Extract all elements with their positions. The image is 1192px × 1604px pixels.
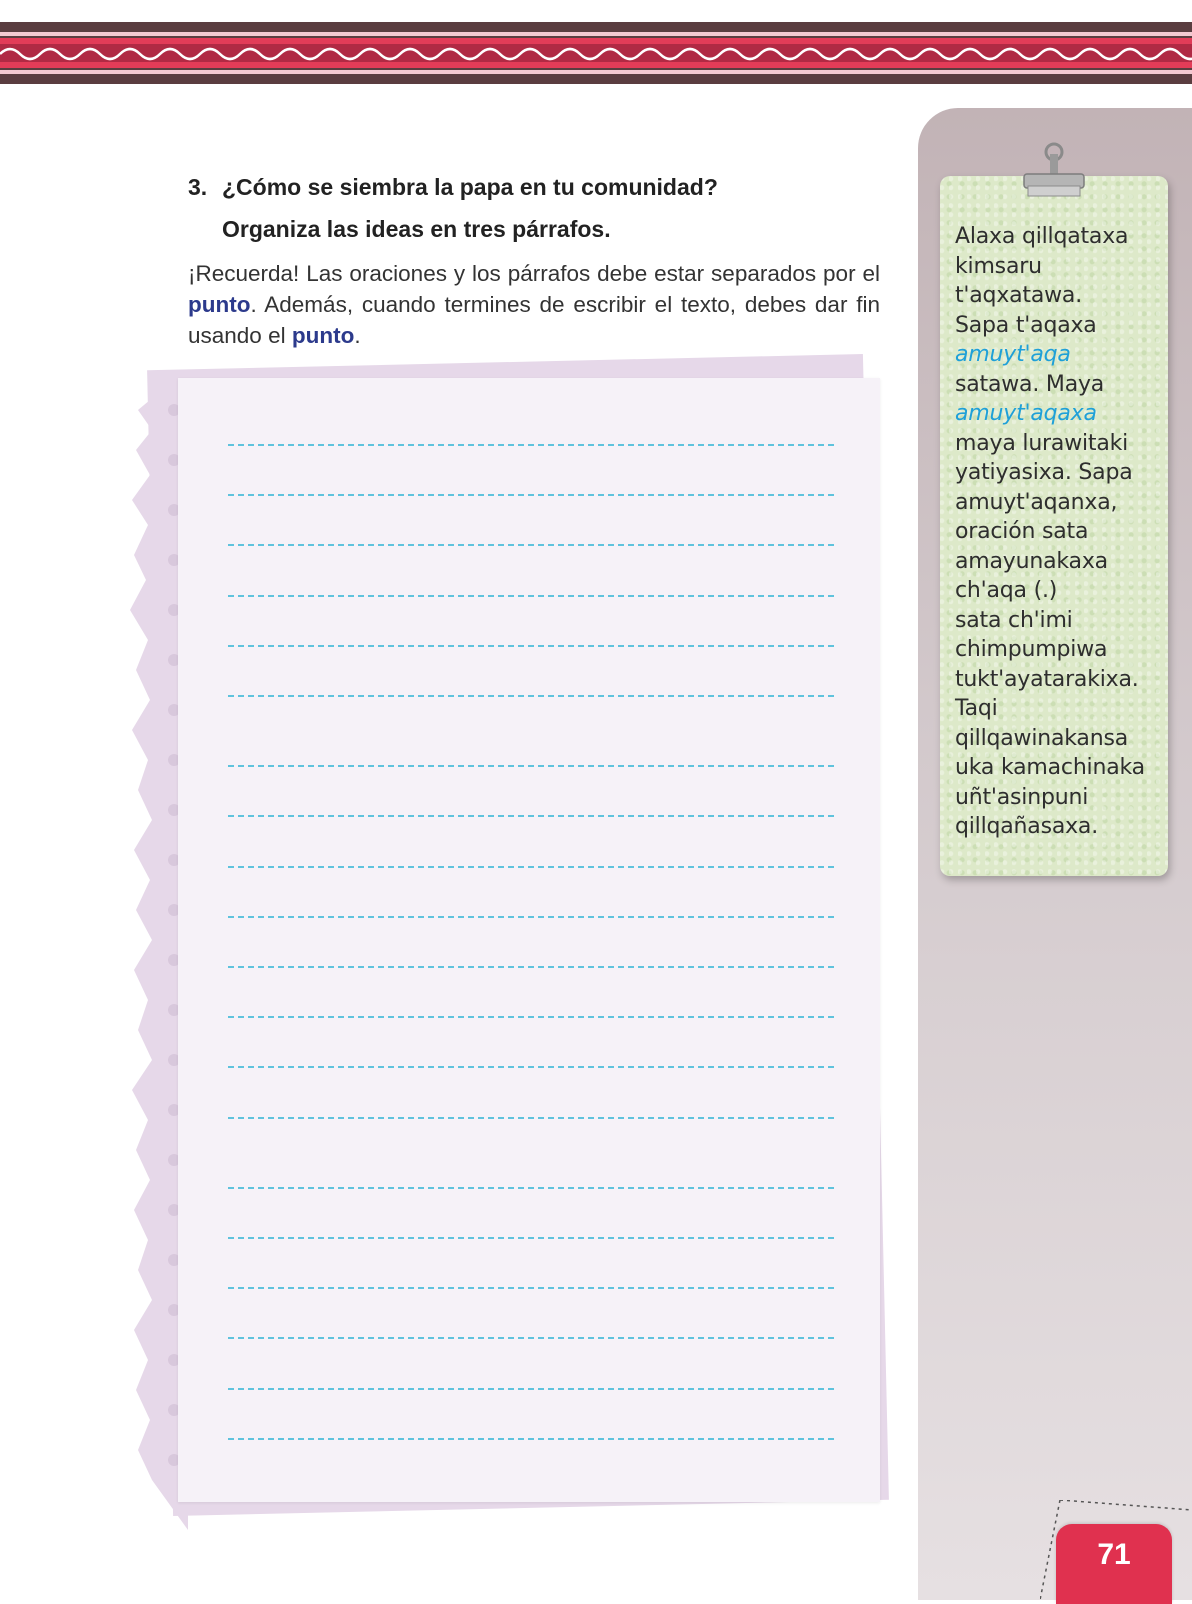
reminder-paragraph — [188, 258, 880, 351]
note-line: kimsaru — [955, 253, 1042, 279]
note-line: tukt'ayatarakixa. — [955, 666, 1139, 692]
writing-line[interactable] — [228, 494, 834, 496]
writing-line[interactable] — [228, 966, 834, 968]
reminder-keyword: punto — [188, 292, 251, 317]
writing-line[interactable] — [228, 1237, 834, 1239]
writing-line[interactable] — [228, 1337, 834, 1339]
writing-line[interactable] — [228, 1187, 834, 1189]
note-line: uñt'asinpuni — [955, 784, 1089, 810]
note-line: satawa. Maya — [955, 371, 1105, 397]
question-title — [188, 174, 878, 201]
note-line: yatiyasixa. Sapa — [955, 460, 1133, 485]
note-line: Taqi — [955, 696, 998, 721]
note-line: amayunakaxa — [955, 548, 1108, 574]
note-line: ch'aqa (.) — [955, 578, 1058, 603]
writing-line[interactable] — [228, 765, 834, 767]
writing-line[interactable] — [228, 1016, 834, 1018]
page-number: 71 — [1097, 1538, 1131, 1571]
writing-line[interactable] — [228, 695, 834, 697]
note-line: uka kamachinaka — [955, 755, 1145, 780]
writing-line[interactable] — [228, 1117, 834, 1119]
note-line: t'aqxatawa. — [955, 283, 1082, 308]
note-line: maya lurawitaki — [955, 430, 1129, 456]
note-line: amuyt'aqanxa, — [955, 489, 1118, 515]
writing-line[interactable] — [228, 595, 834, 597]
question-number: 3. — [188, 174, 208, 200]
note-line: qillqañasaxa. — [955, 814, 1099, 839]
note-line: sata ch'imi — [955, 607, 1073, 633]
question-instruction: Organiza las ideas en tres párrafos. — [222, 216, 611, 242]
note-keyword-amuytaqa: amuyt'aqa — [955, 342, 1071, 367]
writing-line[interactable] — [228, 444, 834, 446]
decorative-header-band — [0, 22, 1192, 84]
page-number-tab — [1056, 1524, 1172, 1604]
binder-clip-icon — [1012, 140, 1096, 200]
writing-line[interactable] — [228, 1388, 834, 1390]
sidebar-note-text — [955, 222, 1165, 842]
writing-line[interactable] — [228, 815, 834, 817]
sidebar-note-card — [940, 176, 1168, 876]
writing-line[interactable] — [228, 1287, 834, 1289]
writing-line[interactable] — [228, 645, 834, 647]
note-keyword-amuytaqaxa: amuyt'aqaxa — [955, 401, 1097, 426]
reminder-text: . — [354, 323, 361, 348]
writing-line[interactable] — [228, 866, 834, 868]
writing-paper — [178, 378, 880, 1502]
writing-line[interactable] — [228, 1438, 834, 1440]
writing-line[interactable] — [228, 544, 834, 546]
reminder-text: . Además, cuando termines de escribir el texto, debes dar fin usando el — [188, 292, 880, 348]
reminder-text: ¡Recuerda! Las oraciones y los párrafos debe estar separados por el — [188, 261, 880, 286]
writing-line[interactable] — [228, 1066, 834, 1068]
reminder-keyword: punto — [291, 323, 355, 348]
note-line: Sapa t'aqaxa — [955, 312, 1097, 338]
note-line: chimpumpiwa — [955, 637, 1108, 662]
question-text: ¿Cómo se siembra la papa en tu comunidad? — [222, 174, 718, 200]
note-line: qillqawinakansa — [955, 725, 1129, 751]
note-line: Alaxa qillqataxa — [955, 224, 1129, 249]
note-line: oración sata — [955, 519, 1089, 544]
writing-line[interactable] — [228, 916, 834, 918]
